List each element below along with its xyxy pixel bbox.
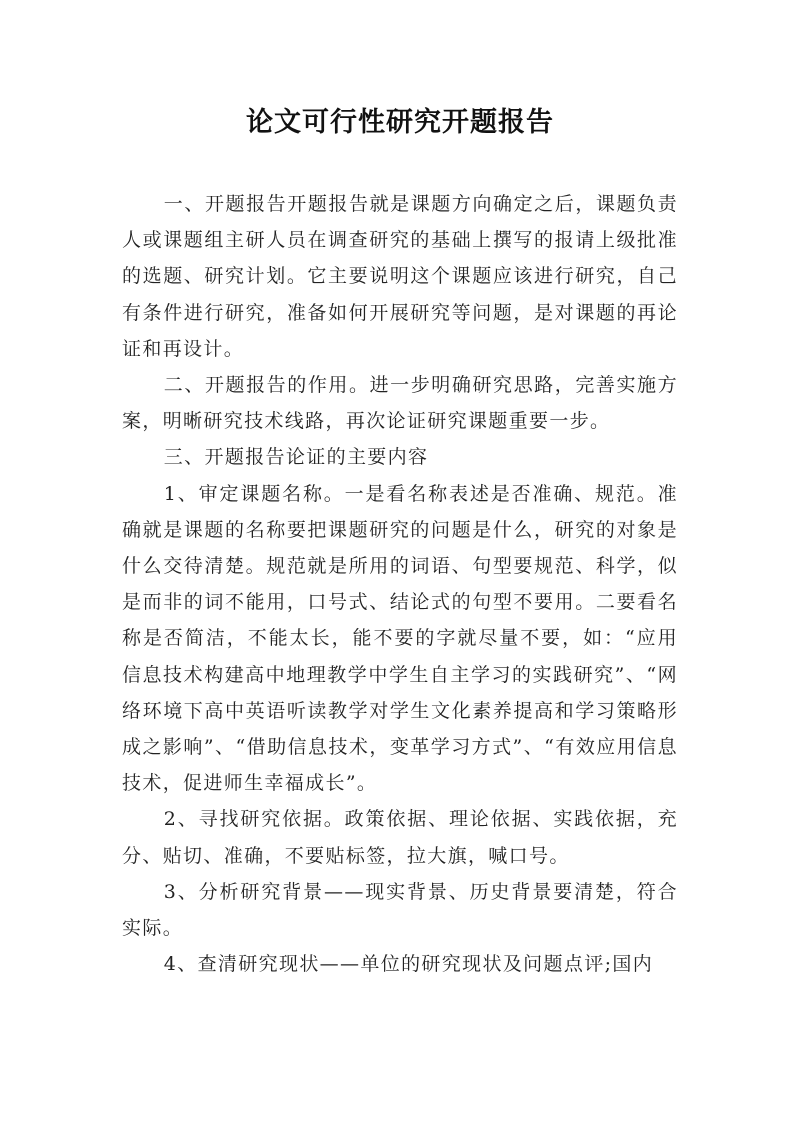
paragraph: 4、查清研究现状——单位的研究现状及问题点评;国内 (163, 953, 654, 976)
document-body (122, 186, 678, 982)
document-title: 论文可行性研究开题报告 (246, 107, 554, 138)
paragraph: 三、开题报告论证的主要内容 (163, 446, 429, 469)
paragraph: 2、寻找研究依据。政策依据、理论依据、实践依据，充分、贴切、准确，不要贴标签，拉大旗，喊口号。 (122, 808, 678, 867)
paragraph: 二、开题报告的作用。进一步明确研究思路，完善实施方案，明晰研究技术线路，再次论证研究课题重要一步。 (122, 374, 678, 433)
paragraph: 3、分析研究背景——现实背景、历史背景要清楚，符合实际。 (122, 880, 678, 940)
paragraph: 1、审定课题名称。一是看名称表述是否准确、规范。准确就是课题的名称要把课题研究的问题是什么，研究的对象是什么交待清楚。规范就是所用的词语、句型要规范、科学，似是而非的词不能用，口号式、结论式的句型不要用。二要看名称是否简洁，不能太长，能不要的字就尽量不要，如：“应用信息技术构建高中地理教学中学生自主学习的实践研究”、“网络环境下高中英语听读教学对学生文化素养提高和学习策略形成之影响”、“借助信息技术，变革学习方式”、“有效应用信息技术，促进师生幸福成长”。 (122, 482, 678, 795)
paragraph: 一、开题报告开题报告就是课题方向确定之后，课题负责人或课题组主研人员在调查研究的基础上撰写的报请上级批准的选题、研究计划。它主要说明这个课题应该进行研究，自己有条件进行研究，准备如何开展研究等问题，是对课题的再论证和再设计。 (122, 193, 678, 360)
